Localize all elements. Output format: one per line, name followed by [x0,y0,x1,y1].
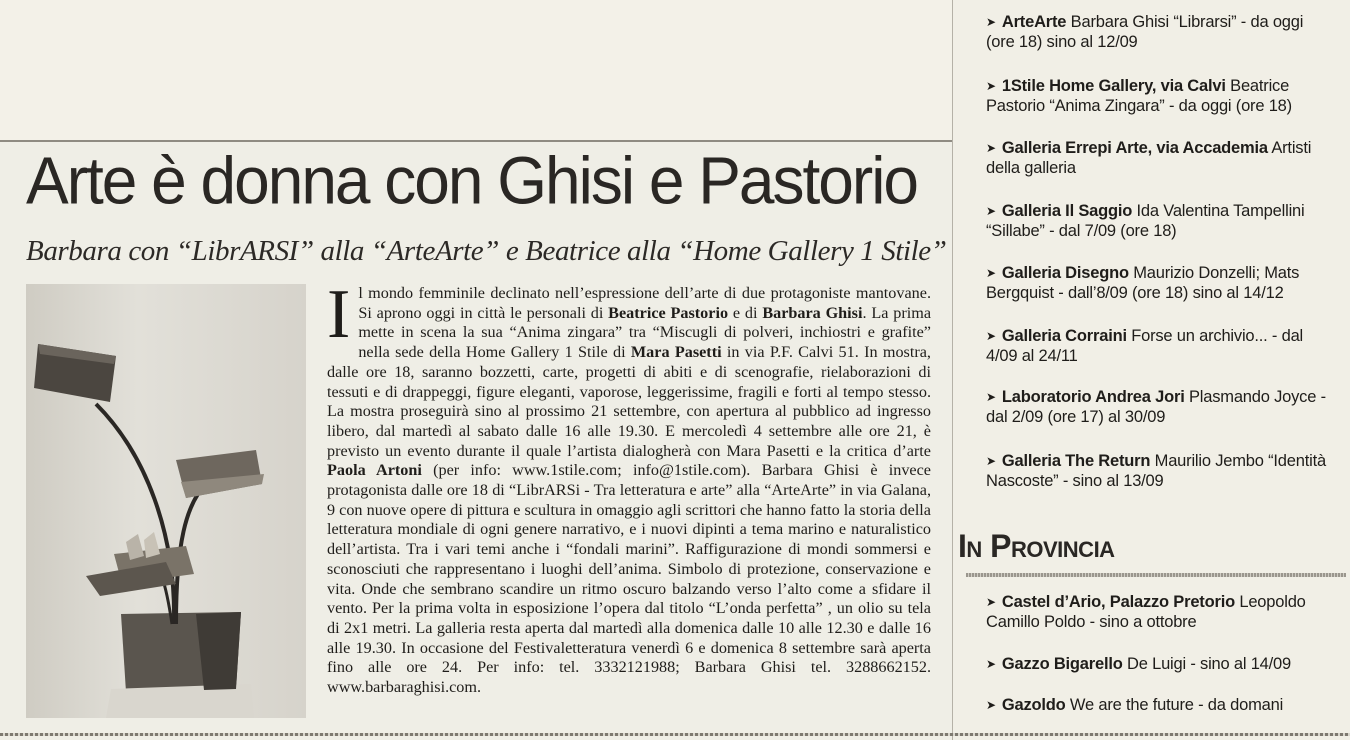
arrow-icon: ➤ [986,698,996,712]
event-detail: Beatrice Pastorio “Anima Zingara” - da oggi (ore 18) [986,77,1292,115]
event-place: Galleria Il Saggio [1001,202,1133,220]
sculpture-illustration [26,284,306,718]
event-item [986,138,1332,178]
name-artoni: Paola Artoni [327,461,422,480]
event-detail: Artisti della galleria [986,139,1312,177]
event-place: 1Stile Home Gallery, via Calvi [1001,77,1226,95]
event-item [986,654,1332,674]
article-text-2: e di [728,303,763,322]
article-text-1: l mondo femminile declinato nell’espressione dell’arte di due protagoniste mantovane. Si aprono oggi in città le personali di [358,284,931,322]
event-place: Galleria The Return [1001,452,1151,470]
arrow-icon: ➤ [986,266,996,280]
section-title-provincia: In Provincia [958,528,1115,564]
top-blank-area [0,0,952,140]
event-item [986,201,1332,241]
dropcap: I [327,276,351,353]
event-place: Castel d’Ario, Palazzo Pretorio [1001,593,1235,611]
event-place: Galleria Disegno [1001,264,1129,282]
arrow-icon: ➤ [986,15,996,29]
event-place: Laboratorio Andrea Jori [1001,388,1185,406]
event-item [986,451,1332,491]
event-detail: De Luigi - sino al 14/09 [1122,655,1291,673]
event-detail: Leopoldo Camillo Poldo - sino a ottobre [986,593,1306,631]
section-rule [966,573,1346,577]
event-item [986,695,1332,715]
event-detail: We are the future - da domani [1065,696,1284,714]
event-item [986,12,1332,52]
article-text-4: in via P.F. Calvi 51. In mostra, dalle ore 18, saranno bozzetti, carte, progetti di abiti e di scenografie, rielaborazioni di tessuti e di drappeggi, figure eleganti, vaporose, leggerissime, fragili e forti al tempo stesso. La mostra proseguirà sino al prossimo 21 settembre, con apertura al pubblico ad ingresso libero, dal martedì al sabato dalle 16 alle 19.30. E mercoledì 4 settembre alle ore 21, è previsto un evento durante il quale l’artista dialogherà con Mara Pasetti e la critica d’arte [327,343,931,460]
event-item [986,387,1332,427]
column-divider [952,0,953,740]
event-place: Gazzo Bigarello [1001,655,1123,673]
event-place: Galleria Errepi Arte, via Accademia [1001,139,1268,157]
artist-name-ghisi: Barbara Ghisi [762,303,863,322]
arrow-icon: ➤ [986,79,996,93]
event-item [986,326,1332,366]
name-pasetti: Mara Pasetti [630,343,722,362]
event-detail: Maurilio Jembo “Identità Nascoste” - sino al 13/09 [986,452,1326,490]
event-place: Gazoldo [1001,696,1066,714]
headline: Arte è donna con Ghisi e Pastorio [26,143,917,218]
event-item [986,263,1332,303]
arrow-icon: ➤ [986,204,996,218]
event-item [986,76,1332,116]
event-item [986,592,1332,632]
arrow-icon: ➤ [986,657,996,671]
article-text-3: . La prima mette in scena la sua “Anima zingara” tra “Miscugli di polveri, inchiostri e grafite” nella sede della Home Gallery 1 Stile di [358,303,932,362]
article-body [327,276,932,724]
event-detail: Forse un archivio... - dal 4/09 al 24/11 [986,327,1304,365]
article-text-5: (per info: www.1stile.com; info@1stile.com). Barbara Ghisi è invece protagonista dalle ore 18 di “LibrARSi - Tra letteratura e arte” alla “ArteArte” in via Galana, 9 con nuove opere di pittura e scultura in omaggio agli scrittori che hanno fatto la storia della letteratura mondiale di ogni genere narrativo, e i nuovi dipinti a tema marino e naturalistico dell’artista. Tra i vari temi anche i “fondali marini”. Raffigurazione di mondi sommersi e sconosciuti che rappresentano i luoghi dell’anima. Simbolo di protezione, conservazione e vita. Onde che sembrano scandire un ritmo oscuro balzando verso l’alto come a sfidare il vento. Per la prima volta in esposizione l’opera dal titolo “L’onda perfetta” , un olio su tela di 2x1 metri. La galleria resta aperta dal martedì alla domenica dalle 10 alle 12.30 e dalle 16 alle 19.30. In occasione del Festivaletteratura venerdì 6 e domenica 8 settembre sarà aperta fino alle ore 24. Per info: tel. 3332121988; Barbara Ghisi tel. 3288662152. www.barbaraghisi.com. [327,461,931,697]
subtitle: Barbara con “LibrARSI” alla “ArteArte” e Beatrice alla “Home Gallery 1 Stile” [26,235,947,267]
sculpture-photo [26,284,306,718]
event-detail: Ida Valentina Tampellini “Sillabe” - dal 7/09 (ore 18) [986,202,1305,240]
arrow-icon: ➤ [986,454,996,468]
event-place: Galleria Corraini [1001,327,1127,345]
event-detail: Barbara Ghisi “Librarsi” - da oggi (ore 18) sino al 12/09 [986,13,1304,51]
bottom-rule [0,733,1350,736]
event-detail: Maurizio Donzelli; Mats Bergquist - dall’8/09 (ore 18) sino al 14/12 [986,264,1300,302]
arrow-icon: ➤ [986,595,996,609]
arrow-icon: ➤ [986,141,996,155]
artist-name-pastorio: Beatrice Pastorio [608,303,729,322]
event-detail: Plasmando Joyce - dal 2/09 (ore 17) al 30/09 [986,388,1326,426]
arrow-icon: ➤ [986,329,996,343]
event-place: ArteArte [1001,13,1067,31]
arrow-icon: ➤ [986,390,996,404]
